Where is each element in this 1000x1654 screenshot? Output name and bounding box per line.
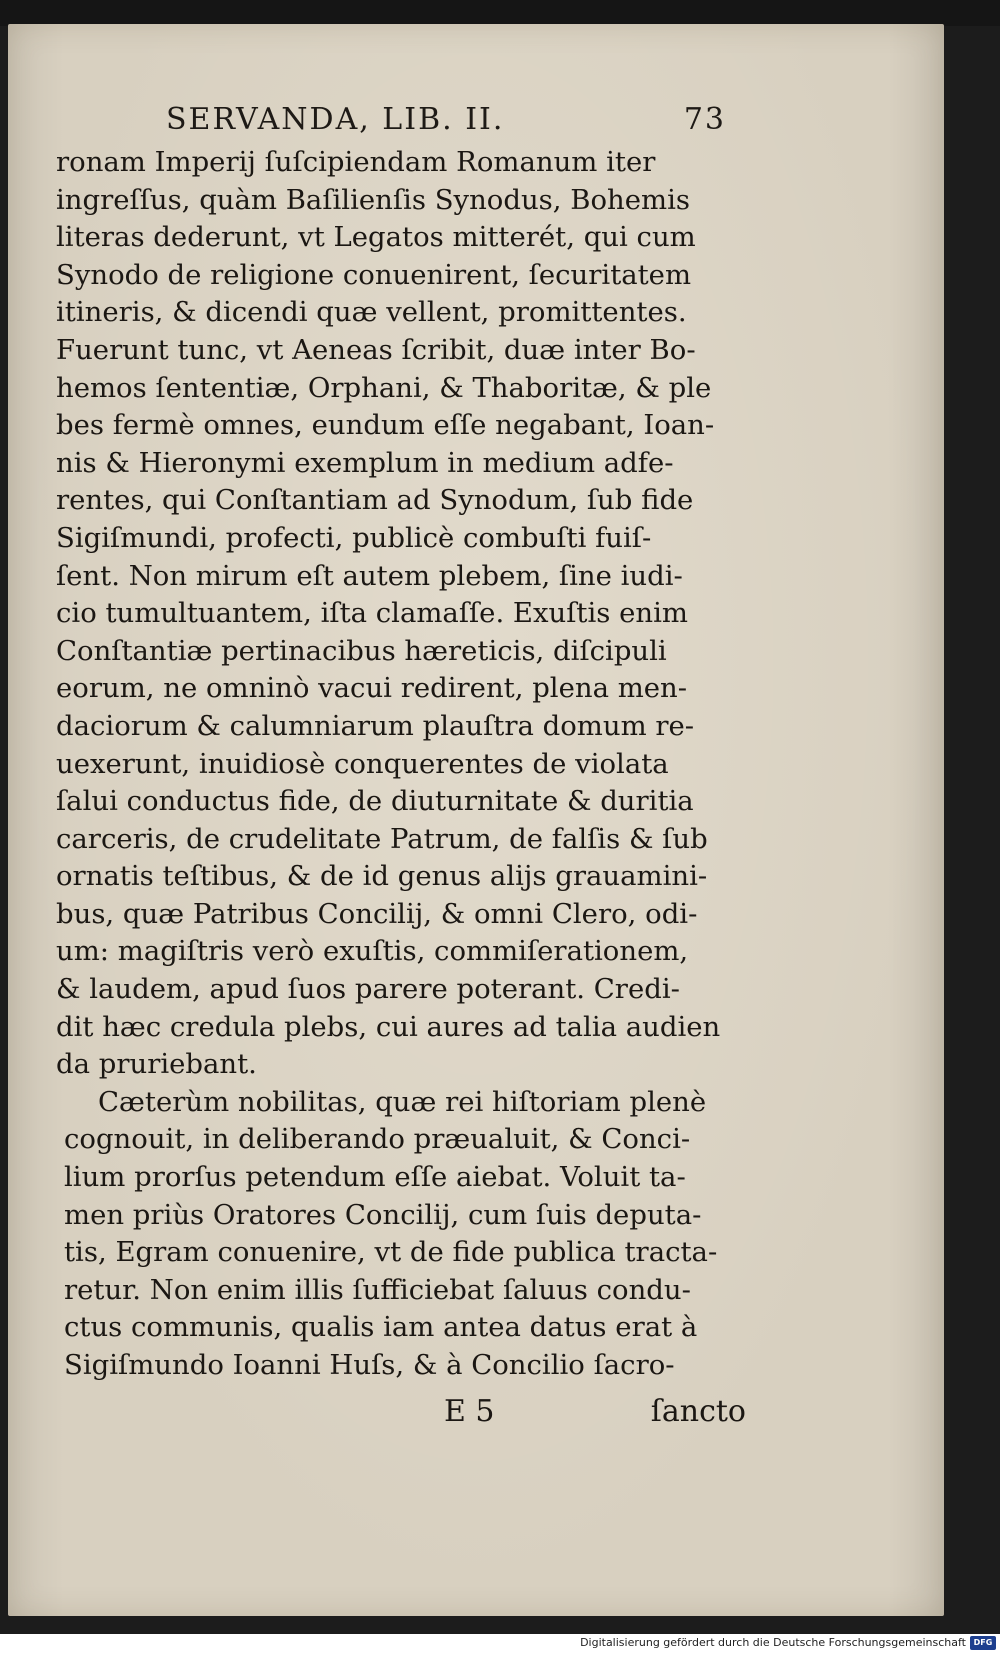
text-line: ctus communis, qualis iam antea datus erat à bbox=[64, 1311, 698, 1344]
text-line: bus, quæ Patribus Concilij, & omni Clero, odi- bbox=[56, 897, 698, 930]
catchword: ſancto bbox=[650, 1394, 746, 1429]
text-line: eorum, ne omninò vacui redirent, plena men- bbox=[56, 672, 688, 705]
text-line: cio tumultuantem, iſta clamaſſe. Exuſtis enim bbox=[56, 597, 688, 630]
text-line: rentes, qui Conſtantiam ad Synodum, ſub fide bbox=[56, 484, 694, 517]
text-line: ronam Imperij ſuſcipiendam Romanum iter bbox=[56, 146, 656, 178]
text-line: nis & Hieronymi exemplum in medium adfe- bbox=[56, 446, 674, 479]
signature-mark: E 5 bbox=[444, 1394, 495, 1429]
text-line: Sigiſmundo Ioanni Huſs, & à Concilio ſacro- bbox=[64, 1349, 675, 1381]
text-line: ornatis teſtibus, & de id genus alijs grauamini- bbox=[56, 860, 708, 893]
text-line: Fuerunt tunc, vt Aeneas ſcribit, duæ inter Bo- bbox=[56, 333, 696, 366]
text-line: Conſtantiæ pertinacibus hæreticis, diſcipuli bbox=[56, 634, 667, 667]
running-head-title: SERVANDA, LIB. II. bbox=[166, 102, 505, 137]
text-line: retur. Non enim illis ſufficiebat ſaluus condu- bbox=[64, 1273, 691, 1306]
text-line: um: magiſtris verò exuſtis, commiſerationem, bbox=[56, 935, 689, 968]
text-line: ſalui conductus fide, de diuturnitate & duritia bbox=[56, 785, 694, 818]
text-line: Synodo de religione conuenirent, ſecuritatem bbox=[56, 258, 692, 291]
text-line: hemos ſententiæ, Orphani, & Thaboritæ, & ple bbox=[56, 371, 712, 404]
text-line: Sigiſmundi, profecti, publicè combuſti fuiſ- bbox=[56, 521, 652, 554]
text-line: daciorum & calumniarum plauſtra domum re- bbox=[56, 709, 695, 742]
running-head bbox=[166, 102, 726, 142]
text-line: dit hæc credula plebs, cui aures ad talia audien bbox=[56, 1010, 721, 1043]
text-line: ingreſſus, quàm Baſilienſis Synodus, Bohemis bbox=[56, 183, 690, 216]
digitization-credit: Digitalisierung gefördert durch die Deutsche Forschungsgemeinschaft bbox=[580, 1636, 966, 1649]
body-text bbox=[56, 144, 746, 1385]
book-page bbox=[8, 24, 944, 1616]
text-line: uexerunt, inuidiosè conquerentes de violata bbox=[56, 747, 669, 780]
dfg-logo: DFG bbox=[970, 1636, 996, 1650]
scan-border-top bbox=[0, 0, 1000, 26]
text-line: ſent. Non mirum eſt autem plebem, ſine iudi- bbox=[56, 559, 683, 592]
text-line: & laudem, apud ſuos parere poterant. Credi- bbox=[56, 973, 680, 1006]
text-line: itineris, & dicendi quæ vellent, promittentes. bbox=[56, 296, 687, 329]
page-number: 73 bbox=[683, 102, 726, 137]
text-line: lium prorſus petendum eſſe aiebat. Voluit ta- bbox=[64, 1161, 686, 1194]
text-line: men priùs Oratores Concilij, cum ſuis deputa- bbox=[64, 1198, 702, 1231]
text-line: cognouit, in deliberando præualuit, & Conci- bbox=[64, 1123, 691, 1156]
text-line: bes fermè omnes, eundum eſſe negabant, Ioan- bbox=[56, 409, 715, 442]
text-line: carceris, de crudelitate Patrum, de falſis & ſub bbox=[56, 822, 708, 855]
text-line: literas dederunt, vt Legatos mitterét, qui cum bbox=[56, 221, 696, 254]
text-line: da pruriebant. bbox=[56, 1048, 257, 1081]
signature-line bbox=[56, 1394, 746, 1434]
text-line: tis, Egram conuenire, vt de fide publica tracta- bbox=[64, 1236, 718, 1269]
paragraph-first-line: Cæterùm nobilitas, quæ rei hiſtoriam plenè bbox=[98, 1085, 707, 1118]
